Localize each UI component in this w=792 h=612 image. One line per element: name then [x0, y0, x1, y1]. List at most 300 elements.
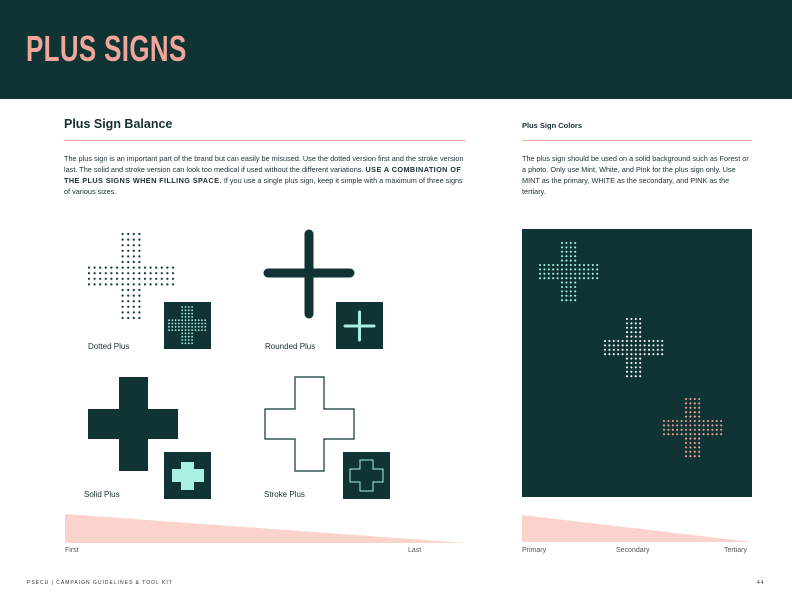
plus-dot — [204, 319, 206, 321]
plus-dot — [657, 353, 659, 355]
plus-dot — [698, 438, 700, 440]
plus-dot — [122, 250, 124, 252]
plus-dot — [198, 319, 200, 321]
label-solid-plus: Solid Plus — [84, 490, 120, 499]
plus-dot — [698, 424, 700, 426]
plus-dot — [635, 371, 637, 373]
plus-dot — [707, 429, 709, 431]
scale-label-primary: Primary — [522, 547, 547, 554]
plus-dot — [626, 353, 628, 355]
plus-dot — [144, 267, 146, 269]
plus-dot — [639, 344, 641, 346]
plus-dot — [191, 323, 193, 325]
plus-dot — [175, 319, 177, 321]
plus-dot — [608, 344, 610, 346]
plus-dot — [608, 349, 610, 351]
plus-dot — [122, 311, 124, 313]
plus-dot — [127, 233, 129, 235]
plus-dot — [127, 283, 129, 285]
plus-dot — [613, 340, 615, 342]
plus-dot — [127, 261, 129, 263]
plus-dot — [661, 344, 663, 346]
plus-dot — [561, 282, 563, 284]
plus-dot — [133, 239, 135, 241]
plus-dot — [127, 317, 129, 319]
plus-dot — [144, 272, 146, 274]
plus-dot — [639, 371, 641, 373]
plus-dot — [161, 283, 163, 285]
plus-dot — [191, 342, 193, 344]
plus-dot — [138, 311, 140, 313]
plus-dot — [661, 353, 663, 355]
balance-paragraph-part2: If you use a single plus sign, keep it simple with a maximum of three signs of various sizes. — [64, 176, 463, 196]
plus-dot — [191, 339, 193, 341]
plus-dot — [676, 424, 678, 426]
plus-dot — [557, 273, 559, 275]
plus-dot — [583, 277, 585, 279]
balance-paragraph-emphasis: USE A COMBINATION OF THE PLUS SIGNS WHEN FILLING SPACE. — [64, 165, 462, 185]
plus-dot — [99, 272, 101, 274]
plus-dot — [639, 327, 641, 329]
plus-dot — [592, 268, 594, 270]
plus-dot — [191, 306, 193, 308]
plus-dot — [635, 353, 637, 355]
plus-dot — [720, 429, 722, 431]
plus-dot — [155, 278, 157, 280]
plus-dot — [99, 278, 101, 280]
plus-dot — [716, 429, 718, 431]
dotted-plus-tile — [164, 302, 211, 349]
plus-dot — [133, 261, 135, 263]
plus-dot — [689, 446, 691, 448]
plus-dot — [138, 306, 140, 308]
plus-dot — [626, 322, 628, 324]
plus-dot — [127, 295, 129, 297]
plus-dot — [635, 336, 637, 338]
plus-dot — [565, 273, 567, 275]
plus-dot — [116, 283, 118, 285]
plus-dot — [685, 446, 687, 448]
plus-dot — [561, 277, 563, 279]
plus-dot — [127, 239, 129, 241]
plus-dot — [138, 300, 140, 302]
plus-dot — [604, 349, 606, 351]
plus-dot — [694, 416, 696, 418]
plus-dot — [694, 455, 696, 457]
plus-dot — [561, 273, 563, 275]
plus-dot — [639, 336, 641, 338]
plus-dot — [127, 306, 129, 308]
plus-dot — [548, 268, 550, 270]
plus-dot — [574, 264, 576, 266]
plus-dot — [181, 309, 183, 311]
scale-label-secondary: Secondary — [616, 547, 650, 554]
plus-dot — [172, 283, 174, 285]
plus-dot — [138, 278, 140, 280]
plus-dot — [185, 326, 187, 328]
label-dotted-plus: Dotted Plus — [88, 342, 130, 351]
plus-dot — [570, 255, 572, 257]
plus-dot — [133, 283, 135, 285]
plus-dot — [574, 299, 576, 301]
plus-dot — [689, 402, 691, 404]
plus-dot — [191, 319, 193, 321]
plus-dot — [622, 340, 624, 342]
plus-dot — [181, 306, 183, 308]
plus-dot — [127, 289, 129, 291]
plus-dot — [630, 353, 632, 355]
plus-dot — [570, 277, 572, 279]
plus-dot — [587, 273, 589, 275]
plus-dot — [630, 344, 632, 346]
plus-dot — [608, 353, 610, 355]
plus-dot — [161, 278, 163, 280]
plus-dot — [168, 319, 170, 321]
plus-dot — [574, 268, 576, 270]
plus-dot — [138, 267, 140, 269]
plus-dot — [626, 336, 628, 338]
plus-dot — [703, 429, 705, 431]
plus-dot — [639, 362, 641, 364]
plus-dot — [604, 344, 606, 346]
plus-dot — [539, 277, 541, 279]
plus-dot — [626, 375, 628, 377]
plus-dot — [648, 353, 650, 355]
plus-dot — [543, 264, 545, 266]
plus-dot — [720, 424, 722, 426]
plus-dot — [685, 442, 687, 444]
plus-dot — [635, 331, 637, 333]
plus-dot — [561, 299, 563, 301]
plus-dot — [552, 268, 554, 270]
plus-dot — [565, 242, 567, 244]
plus-dot — [188, 306, 190, 308]
plus-dot — [188, 329, 190, 331]
plus-dot — [168, 323, 170, 325]
plus-dot — [191, 336, 193, 338]
scale-label-first: First — [65, 547, 79, 554]
plus-dot — [672, 424, 674, 426]
plus-dot — [630, 318, 632, 320]
plus-dot — [698, 442, 700, 444]
plus-dot — [178, 319, 180, 321]
plus-dot — [133, 278, 135, 280]
plus-dot — [613, 353, 615, 355]
plus-dot — [565, 251, 567, 253]
plus-dot — [561, 255, 563, 257]
plus-dot — [188, 333, 190, 335]
plus-dot — [630, 362, 632, 364]
plus-dot — [630, 358, 632, 360]
plus-dot — [626, 371, 628, 373]
plus-dot — [110, 283, 112, 285]
plus-dot — [138, 255, 140, 257]
dotted-plus-icon — [88, 233, 174, 319]
plus-dot — [635, 362, 637, 364]
plus-dot — [557, 277, 559, 279]
plus-dot — [644, 349, 646, 351]
plus-dot — [122, 239, 124, 241]
plus-dot — [561, 290, 563, 292]
plus-dot — [161, 267, 163, 269]
plus-dot — [122, 272, 124, 274]
plus-dot — [127, 244, 129, 246]
plus-dot — [155, 267, 157, 269]
plus-dot — [657, 340, 659, 342]
plus-dot — [639, 353, 641, 355]
plus-dot — [171, 329, 173, 331]
plus-dot — [181, 313, 183, 315]
plus-dot — [557, 268, 559, 270]
plus-dot — [570, 295, 572, 297]
plus-dot — [703, 420, 705, 422]
plus-dot — [694, 438, 696, 440]
plus-dot — [667, 424, 669, 426]
plus-dot — [644, 344, 646, 346]
plus-dot — [133, 244, 135, 246]
plus-dot — [617, 344, 619, 346]
plus-dot — [583, 268, 585, 270]
plus-dot — [138, 250, 140, 252]
plus-dot — [570, 242, 572, 244]
plus-dot — [181, 323, 183, 325]
plus-dot — [178, 323, 180, 325]
plus-dot — [557, 264, 559, 266]
plus-dot — [570, 251, 572, 253]
plus-dot — [185, 323, 187, 325]
plus-dot — [122, 317, 124, 319]
plus-dot — [122, 261, 124, 263]
plus-dot — [635, 349, 637, 351]
plus-dot — [579, 273, 581, 275]
plus-dot — [617, 349, 619, 351]
plus-dot — [639, 318, 641, 320]
plus-dot — [88, 272, 90, 274]
plus-dot — [694, 407, 696, 409]
plus-dot — [596, 273, 598, 275]
plus-dot — [639, 366, 641, 368]
plus-dot — [574, 242, 576, 244]
plus-dot — [613, 349, 615, 351]
plus-dot — [548, 273, 550, 275]
plus-dot — [685, 455, 687, 457]
plus-dot — [596, 268, 598, 270]
plus-dot — [672, 433, 674, 435]
plus-dot — [561, 260, 563, 262]
plus-dot — [689, 398, 691, 400]
plus-dot — [88, 267, 90, 269]
plus-dot — [685, 416, 687, 418]
plus-dot — [630, 336, 632, 338]
plus-dot — [698, 446, 700, 448]
plus-dot — [720, 420, 722, 422]
plus-dot — [122, 267, 124, 269]
plus-dot — [685, 433, 687, 435]
plus-dot — [166, 272, 168, 274]
plus-dot — [565, 264, 567, 266]
plus-dot — [570, 273, 572, 275]
plus-dot — [698, 398, 700, 400]
plus-dot — [110, 278, 112, 280]
plus-dot — [543, 277, 545, 279]
colors-paragraph: The plus sign should be used on a solid background such as Forest or a photo. Only use Mint, White, and Pink for the plus sign only. Use MINT as the primary, WHITE as the secondary, and PINK as the tertiary. — [522, 154, 749, 196]
plus-dot — [689, 429, 691, 431]
plus-dot — [168, 329, 170, 331]
plus-dot — [138, 295, 140, 297]
plus-dot — [185, 342, 187, 344]
plus-dot — [198, 329, 200, 331]
plus-dot — [694, 433, 696, 435]
plus-dot — [644, 340, 646, 342]
plus-dot — [138, 272, 140, 274]
plus-dot — [116, 267, 118, 269]
plus-dot — [204, 326, 206, 328]
plus-dot — [652, 353, 654, 355]
plus-dot — [161, 272, 163, 274]
plus-dot — [587, 277, 589, 279]
plus-dot — [181, 316, 183, 318]
plus-dot — [698, 451, 700, 453]
plus-dot — [150, 272, 152, 274]
plus-dot — [694, 402, 696, 404]
label-stroke-plus: Stroke Plus — [264, 490, 305, 499]
plus-dot — [185, 336, 187, 338]
plus-dot — [648, 349, 650, 351]
plus-dot — [570, 299, 572, 301]
plus-dot — [175, 323, 177, 325]
plus-dot — [574, 246, 576, 248]
plus-dot — [694, 420, 696, 422]
plus-dot — [155, 283, 157, 285]
plus-dot — [689, 455, 691, 457]
plus-dot — [204, 323, 206, 325]
plus-dot — [698, 455, 700, 457]
plus-dot — [548, 264, 550, 266]
plus-dot — [635, 344, 637, 346]
footer-title: PSECU | CAMPAIGN GUIDELINES & TOOL KIT — [27, 580, 173, 586]
plus-dot — [116, 278, 118, 280]
plus-dot — [185, 333, 187, 335]
plus-dot — [681, 420, 683, 422]
plus-dot — [596, 277, 598, 279]
plus-dot — [703, 433, 705, 435]
plus-dot — [565, 286, 567, 288]
plus-dot — [672, 420, 674, 422]
plus-dot — [122, 283, 124, 285]
section-title-balance: Plus Sign Balance — [64, 117, 173, 131]
plus-dot — [570, 246, 572, 248]
plus-dot — [652, 344, 654, 346]
plus-dot — [698, 433, 700, 435]
plus-dot — [105, 272, 107, 274]
plus-dot — [127, 278, 129, 280]
plus-dot — [138, 244, 140, 246]
plus-dot — [188, 326, 190, 328]
plus-dot — [574, 290, 576, 292]
plus-dot — [639, 322, 641, 324]
plus-dot — [689, 433, 691, 435]
plus-dot — [155, 272, 157, 274]
plus-dot — [570, 282, 572, 284]
plus-dot — [175, 326, 177, 328]
plus-dot — [685, 451, 687, 453]
plus-dot — [191, 329, 193, 331]
plus-dot — [663, 420, 665, 422]
plus-dot — [720, 433, 722, 435]
plus-dot — [565, 295, 567, 297]
plus-dot — [711, 420, 713, 422]
plus-dot — [652, 349, 654, 351]
plus-dot — [716, 424, 718, 426]
plus-dot — [172, 267, 174, 269]
plus-dot — [592, 264, 594, 266]
plus-dot — [604, 340, 606, 342]
plus-dot — [552, 273, 554, 275]
plus-dot — [127, 250, 129, 252]
plus-dot — [166, 283, 168, 285]
plus-dot — [150, 283, 152, 285]
plus-dot — [626, 349, 628, 351]
plus-dot — [133, 317, 135, 319]
plus-dot — [574, 251, 576, 253]
plus-dot — [672, 429, 674, 431]
plus-dot — [191, 326, 193, 328]
plus-dot — [617, 353, 619, 355]
section-title-colors: Plus Sign Colors — [522, 121, 583, 130]
plus-dot — [570, 268, 572, 270]
plus-dot — [663, 429, 665, 431]
plus-dot — [198, 323, 200, 325]
plus-dot — [685, 424, 687, 426]
plus-dot — [626, 340, 628, 342]
plus-dot — [188, 309, 190, 311]
plus-dot — [689, 451, 691, 453]
plus-dot — [191, 309, 193, 311]
plus-dot — [171, 326, 173, 328]
plus-dot — [707, 424, 709, 426]
plus-dot — [689, 407, 691, 409]
plus-dot — [94, 267, 96, 269]
plus-dot — [552, 264, 554, 266]
plus-dot — [539, 273, 541, 275]
footer-page-number: 44 — [757, 580, 765, 586]
plus-dot — [639, 331, 641, 333]
plus-dot — [663, 433, 665, 435]
plus-dot — [630, 327, 632, 329]
plus-dot — [703, 424, 705, 426]
plus-dot — [676, 420, 678, 422]
plus-dot — [648, 344, 650, 346]
plus-dot — [630, 371, 632, 373]
scale-label-last: Last — [408, 547, 422, 554]
plus-dot — [138, 317, 140, 319]
plus-dot — [694, 411, 696, 413]
plus-dot — [622, 353, 624, 355]
plus-dot — [570, 290, 572, 292]
plus-dot — [561, 264, 563, 266]
plus-dot — [166, 278, 168, 280]
plus-dot — [574, 260, 576, 262]
plus-dot — [561, 286, 563, 288]
plus-dot — [110, 267, 112, 269]
plus-dot — [122, 289, 124, 291]
plus-dot — [175, 329, 177, 331]
plus-dot — [127, 311, 129, 313]
plus-dot — [150, 267, 152, 269]
plus-dot — [667, 433, 669, 435]
color-panel — [522, 229, 752, 497]
plus-dot — [150, 278, 152, 280]
